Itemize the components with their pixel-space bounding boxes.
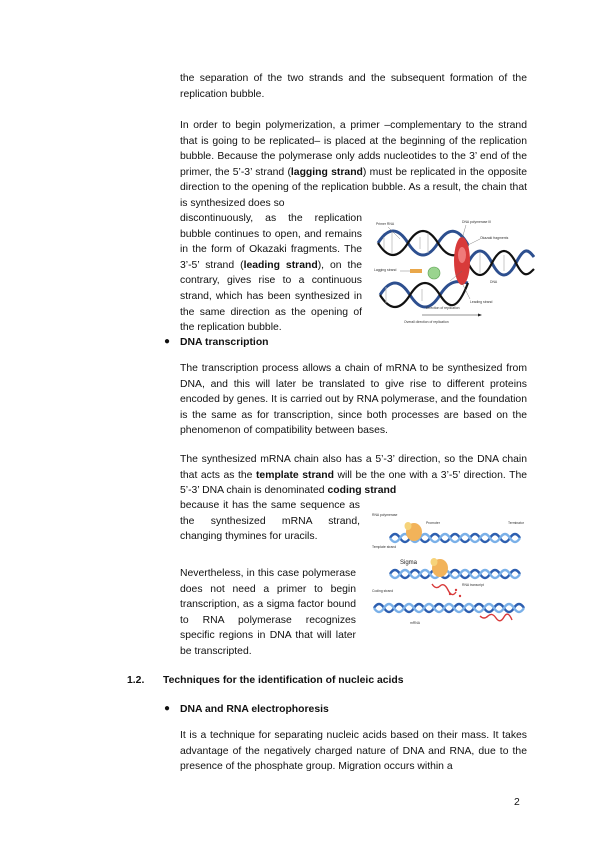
bullet-dot: ● <box>164 703 171 714</box>
fig1-label-primer: Primer RNA <box>376 222 395 226</box>
fig1-label-leading: Leading strand <box>470 300 493 304</box>
heading-dna-transcription: DNA transcription <box>180 337 269 348</box>
fig1-label-dna: DNA <box>490 280 498 284</box>
heading-electrophoresis: DNA and RNA electrophoresis <box>180 704 329 715</box>
term-leading-strand: leading strand <box>243 259 318 271</box>
paragraph-electrophoresis: It is a technique for separating nucleic acids based on their mass. It takes advantage of the negatively charged nature of DNA and RNA, due to the presence of the phosphate group. Migration occurs within a <box>180 730 527 773</box>
page-number: 2 <box>514 797 520 808</box>
fig2-label-promoter: Promoter <box>426 521 440 525</box>
fig1-label-direction: Direction of replication <box>426 306 460 310</box>
paragraph-template-strand <box>180 452 527 499</box>
paragraph-transcription: The transcription process allows a chain of mRNA to be synthesized from DNA, and this will later be translated to give rise to different proteins encoded by genes. It is carried out by RNA polymerase, and the foundation is the same as for transcription, since both processes are based on the phenomenon of compatibility between bases. <box>180 363 527 437</box>
fig2-label-coding: Coding strand <box>372 589 394 593</box>
fig1-label-lagging: Lagging strand <box>374 268 397 272</box>
text: discontinuously, as the replication bubble continues to open, and remains in the form of Okazaki fragments. The 3’-5’ strand ( <box>180 213 362 271</box>
term-lagging-strand: lagging strand <box>290 166 363 178</box>
fig2-label-rna-transcript: RNA transcript <box>462 583 484 587</box>
fig1-label-polymerase: DNA polymerase III <box>462 220 492 224</box>
fig2-label-mrna: mRNA <box>410 621 420 625</box>
term-template-strand: template strand <box>255 469 334 481</box>
text: In order to begin polymerization, a primer –complementary to the strand that is going to be replicated– is placed at the beginning of the replication bubble. Because the polymerase only adds nucleotides to the 3’ end of the primer, the 5’-3’ strand ( <box>180 120 527 178</box>
fig2-label-rna-polymerase: RNA polymerase <box>372 513 398 517</box>
paragraph-okazaki <box>180 211 362 336</box>
dna-replication-figure <box>370 215 535 328</box>
paragraph-primer <box>180 118 527 212</box>
paragraph-sigma-factor: Nevertheless, in this case polymerase does not need a primer to begin transcription, as a sigma factor bound to RNA polymerase recognizes specific regions in DNA that will later be transcripted. <box>180 568 356 657</box>
bullet-dot: ● <box>164 336 171 347</box>
fig1-label-overall-direction: Overall direction of replication <box>404 320 449 324</box>
fig2-label-template: Template strand <box>372 545 397 549</box>
fig2-label-terminator: Terminator <box>508 521 525 525</box>
paragraph-replication-bubble: the separation of the two strands and the subsequent formation of the replication bubble. <box>180 73 527 100</box>
text: ), on the contrary, gives rise to a continuous strand, which has been synthesized in the same direction as the opening of the replication bubble. <box>180 259 363 334</box>
section-title: Techniques for the identification of nucleic acids <box>163 675 404 686</box>
text: will be the one with a 3’-5’ direction. The 5’-3’ DNA chain is denominated <box>180 469 527 497</box>
text: ) must be replicated in the opposite direction to the opening of the replication bubble. As a result, the chain that is synthesized does so <box>180 166 527 209</box>
transcription-figure <box>370 508 530 628</box>
term-coding-strand: coding strand <box>327 485 397 497</box>
paragraph-coding-strand: because it has the same sequence as the synthesized mRNA strand, changing thymines for uracils. <box>180 500 360 543</box>
section-number: 1.2. <box>127 675 145 686</box>
text: The synthesized mRNA chain also has a 5’-3’ direction, so the DNA chain that acts as the <box>180 454 527 481</box>
fig2-label-sigma: Sigma <box>400 560 418 566</box>
fig1-label-okazaki: Okazaki fragments <box>480 236 509 240</box>
